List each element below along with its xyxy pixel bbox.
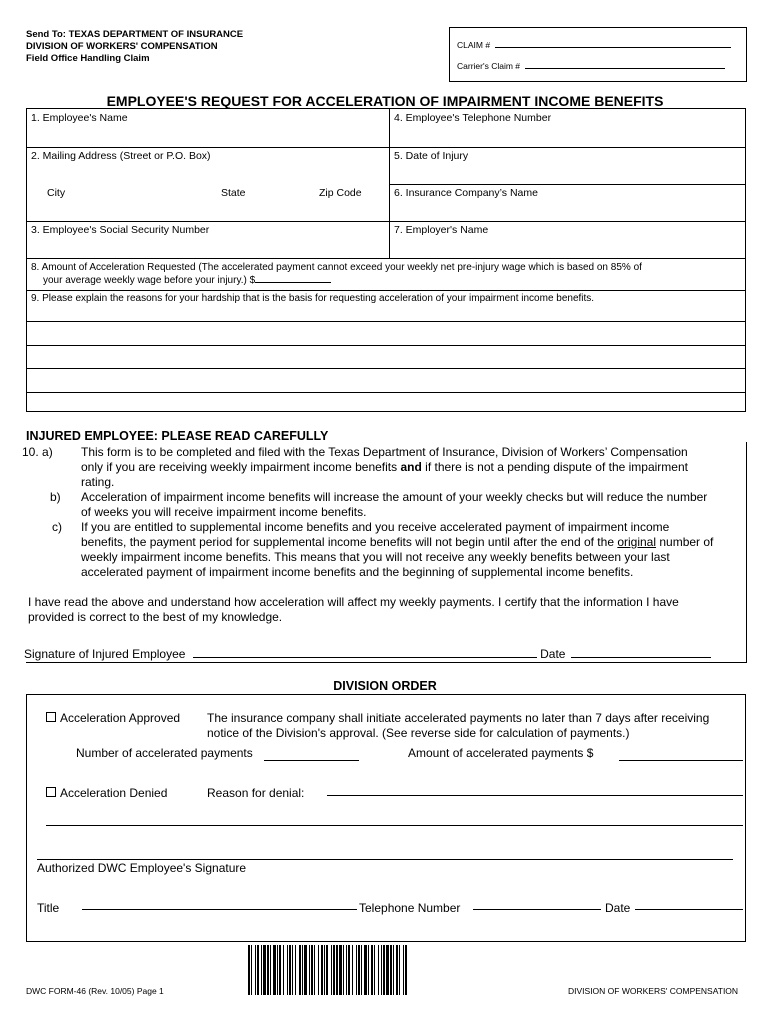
approved-option <box>46 711 180 725</box>
form-id: DWC FORM-46 (Rev. 10/05) Page 1 <box>26 986 164 996</box>
item-10c-text: number of <box>656 535 714 549</box>
footer-division: DIVISION OF WORKERS' COMPENSATION <box>568 986 739 996</box>
claim-number-field[interactable] <box>495 47 731 48</box>
dwc-date-field[interactable] <box>635 909 743 910</box>
employer-name-label: 7. Employer's Name <box>394 224 489 236</box>
dwc-signature-label: Authorized DWC Employee's Signature <box>37 861 247 875</box>
grid-rule <box>27 392 745 393</box>
approved-label: Acceleration Approved <box>60 711 181 725</box>
item-10b-label: b) <box>50 490 61 504</box>
division-order-heading: DIVISION ORDER <box>333 679 437 693</box>
acceleration-amount-row <box>43 275 331 286</box>
employee-signature-label: Signature of Injured Employee <box>24 647 186 661</box>
barcode <box>248 945 504 995</box>
denied-label: Acceleration Denied <box>60 786 168 800</box>
claim-box <box>449 27 747 82</box>
send-to-line-3: Field Office Handling Claim <box>26 53 150 64</box>
insurance-company-label: 6. Insurance Company’s Name <box>394 187 538 199</box>
item-10c-line-4: accelerated payment of impairment income benefits and the beginning of supplemental income benefits. <box>81 565 634 579</box>
read-carefully-heading: INJURED EMPLOYEE: PLEASE READ CAREFULLY <box>26 429 329 443</box>
grid-rule <box>27 258 745 259</box>
certification-line-1: I have read the above and understand how acceleration will affect my weekly payments. I certify that the information I have <box>28 595 679 609</box>
grid-rule <box>27 147 745 148</box>
acceleration-amount-label-2: your average weekly wage before your injury.) $ <box>43 275 256 286</box>
reason-for-denial-field[interactable] <box>327 795 743 796</box>
dwc-signature-field[interactable] <box>37 859 733 860</box>
telephone-number-label: Telephone Number <box>359 901 461 915</box>
employee-signature-field[interactable] <box>193 657 537 658</box>
acceleration-amount-label-1: 8. Amount of Acceleration Requested (The accelerated payment cannot exceed your weekly net pre-injury wage which is based on 85% of <box>31 262 642 273</box>
denied-option <box>46 786 167 800</box>
employee-date-label: Date <box>540 647 566 661</box>
item-10b-line-2: of weeks you will receive impairment income benefits. <box>81 505 367 519</box>
acceleration-amount-field[interactable] <box>255 282 331 283</box>
item-10a-line-3: rating. <box>81 475 115 489</box>
denied-checkbox[interactable] <box>46 787 56 797</box>
hardship-explanation-label: 9. Please explain the reasons for your hardship that is the basis for requesting acceleration of your impairment income benefits. <box>31 293 595 304</box>
item-10a-text: only if you are receiving weekly impairment income benefits <box>81 460 401 474</box>
item-10c-text: benefits, the payment period for supplemental income benefits will not begin until after the end of the <box>81 535 618 549</box>
item-10c-underline: original <box>617 535 657 549</box>
carrier-claim-row <box>457 61 725 71</box>
mailing-address-label: 2. Mailing Address (Street or P.O. Box) <box>31 150 211 162</box>
division-order-box <box>26 694 746 942</box>
state-label: State <box>221 187 246 199</box>
approved-text-line-1: The insurance company shall initiate accelerated payments no later than 7 days after receiving <box>207 711 710 725</box>
send-to-block <box>26 29 243 65</box>
item-10a-bold: and <box>400 460 422 474</box>
amount-payments-label: Amount of accelerated payments $ <box>408 746 594 760</box>
item-10c-line-2 <box>81 535 713 550</box>
reason-for-denial-label: Reason for denial: <box>207 786 305 800</box>
claim-number-label: CLAIM # <box>457 40 491 50</box>
grid-rule <box>27 321 745 322</box>
employee-signature-row <box>24 647 711 662</box>
carrier-claim-field[interactable] <box>525 68 725 69</box>
item-10b-line-1: Acceleration of impairment income benefits will increase the amount of your weekly checks but will reduce the number <box>81 490 708 504</box>
item-10c-line-3: weekly impairment income benefits. This means that you will not receive any weekly benefits between your last <box>81 550 670 564</box>
approved-text-line-2: notice of the Division's approval. (See reverse side for calculation of payments.) <box>207 726 630 740</box>
approved-checkbox[interactable] <box>46 712 56 722</box>
num-payments-label: Number of accelerated payments <box>76 746 253 760</box>
telephone-number-field[interactable] <box>473 909 601 910</box>
amount-payments-field[interactable] <box>619 760 743 761</box>
grid-rule <box>27 368 745 369</box>
carrier-claim-label: Carrier's Claim # <box>457 61 521 71</box>
item-10a-text: if there is not a pending dispute of the impairment <box>421 460 688 474</box>
send-to-line-2: DIVISION OF WORKERS' COMPENSATION <box>26 41 218 52</box>
form-title: EMPLOYEE'S REQUEST FOR ACCELERATION OF IMPAIRMENT INCOME BENEFITS <box>106 93 664 109</box>
title-field[interactable] <box>82 909 357 910</box>
city-label: City <box>47 187 66 199</box>
title-label: Title <box>37 901 60 915</box>
employee-info-grid <box>26 108 746 412</box>
ssn-label: 3. Employee's Social Security Number <box>31 224 210 236</box>
item-10a-line-1: This form is to be completed and filed with the Texas Department of Insurance, Division of Workers’ Compensation <box>81 445 688 459</box>
item-10c-label: c) <box>52 520 62 534</box>
claim-number-row <box>457 40 731 50</box>
grid-rule <box>27 290 745 291</box>
grid-rule <box>27 221 745 222</box>
send-to-line-1: Send To: TEXAS DEPARTMENT OF INSURANCE <box>26 29 244 40</box>
item-10c-line-1: If you are entitled to supplemental income benefits and you receive accelerated payment of impairment income <box>81 520 670 534</box>
barcode-bar <box>405 945 407 995</box>
employee-name-label: 1. Employee's Name <box>31 112 128 124</box>
employee-date-field[interactable] <box>571 657 711 658</box>
reason-for-denial-field-2[interactable] <box>46 825 743 826</box>
employee-phone-label: 4. Employee's Telephone Number <box>394 112 552 124</box>
item-10a-line-2 <box>81 460 688 475</box>
grid-rule <box>27 345 745 346</box>
dwc-date-label: Date <box>605 901 631 915</box>
item-10a-label: 10. a) <box>22 445 53 459</box>
date-of-injury-label: 5. Date of Injury <box>394 150 469 162</box>
zip-code-label: Zip Code <box>319 187 362 199</box>
num-payments-field[interactable] <box>264 760 359 761</box>
certification-line-2: provided is correct to the best of my knowledge. <box>28 610 283 624</box>
grid-rule <box>389 184 745 185</box>
